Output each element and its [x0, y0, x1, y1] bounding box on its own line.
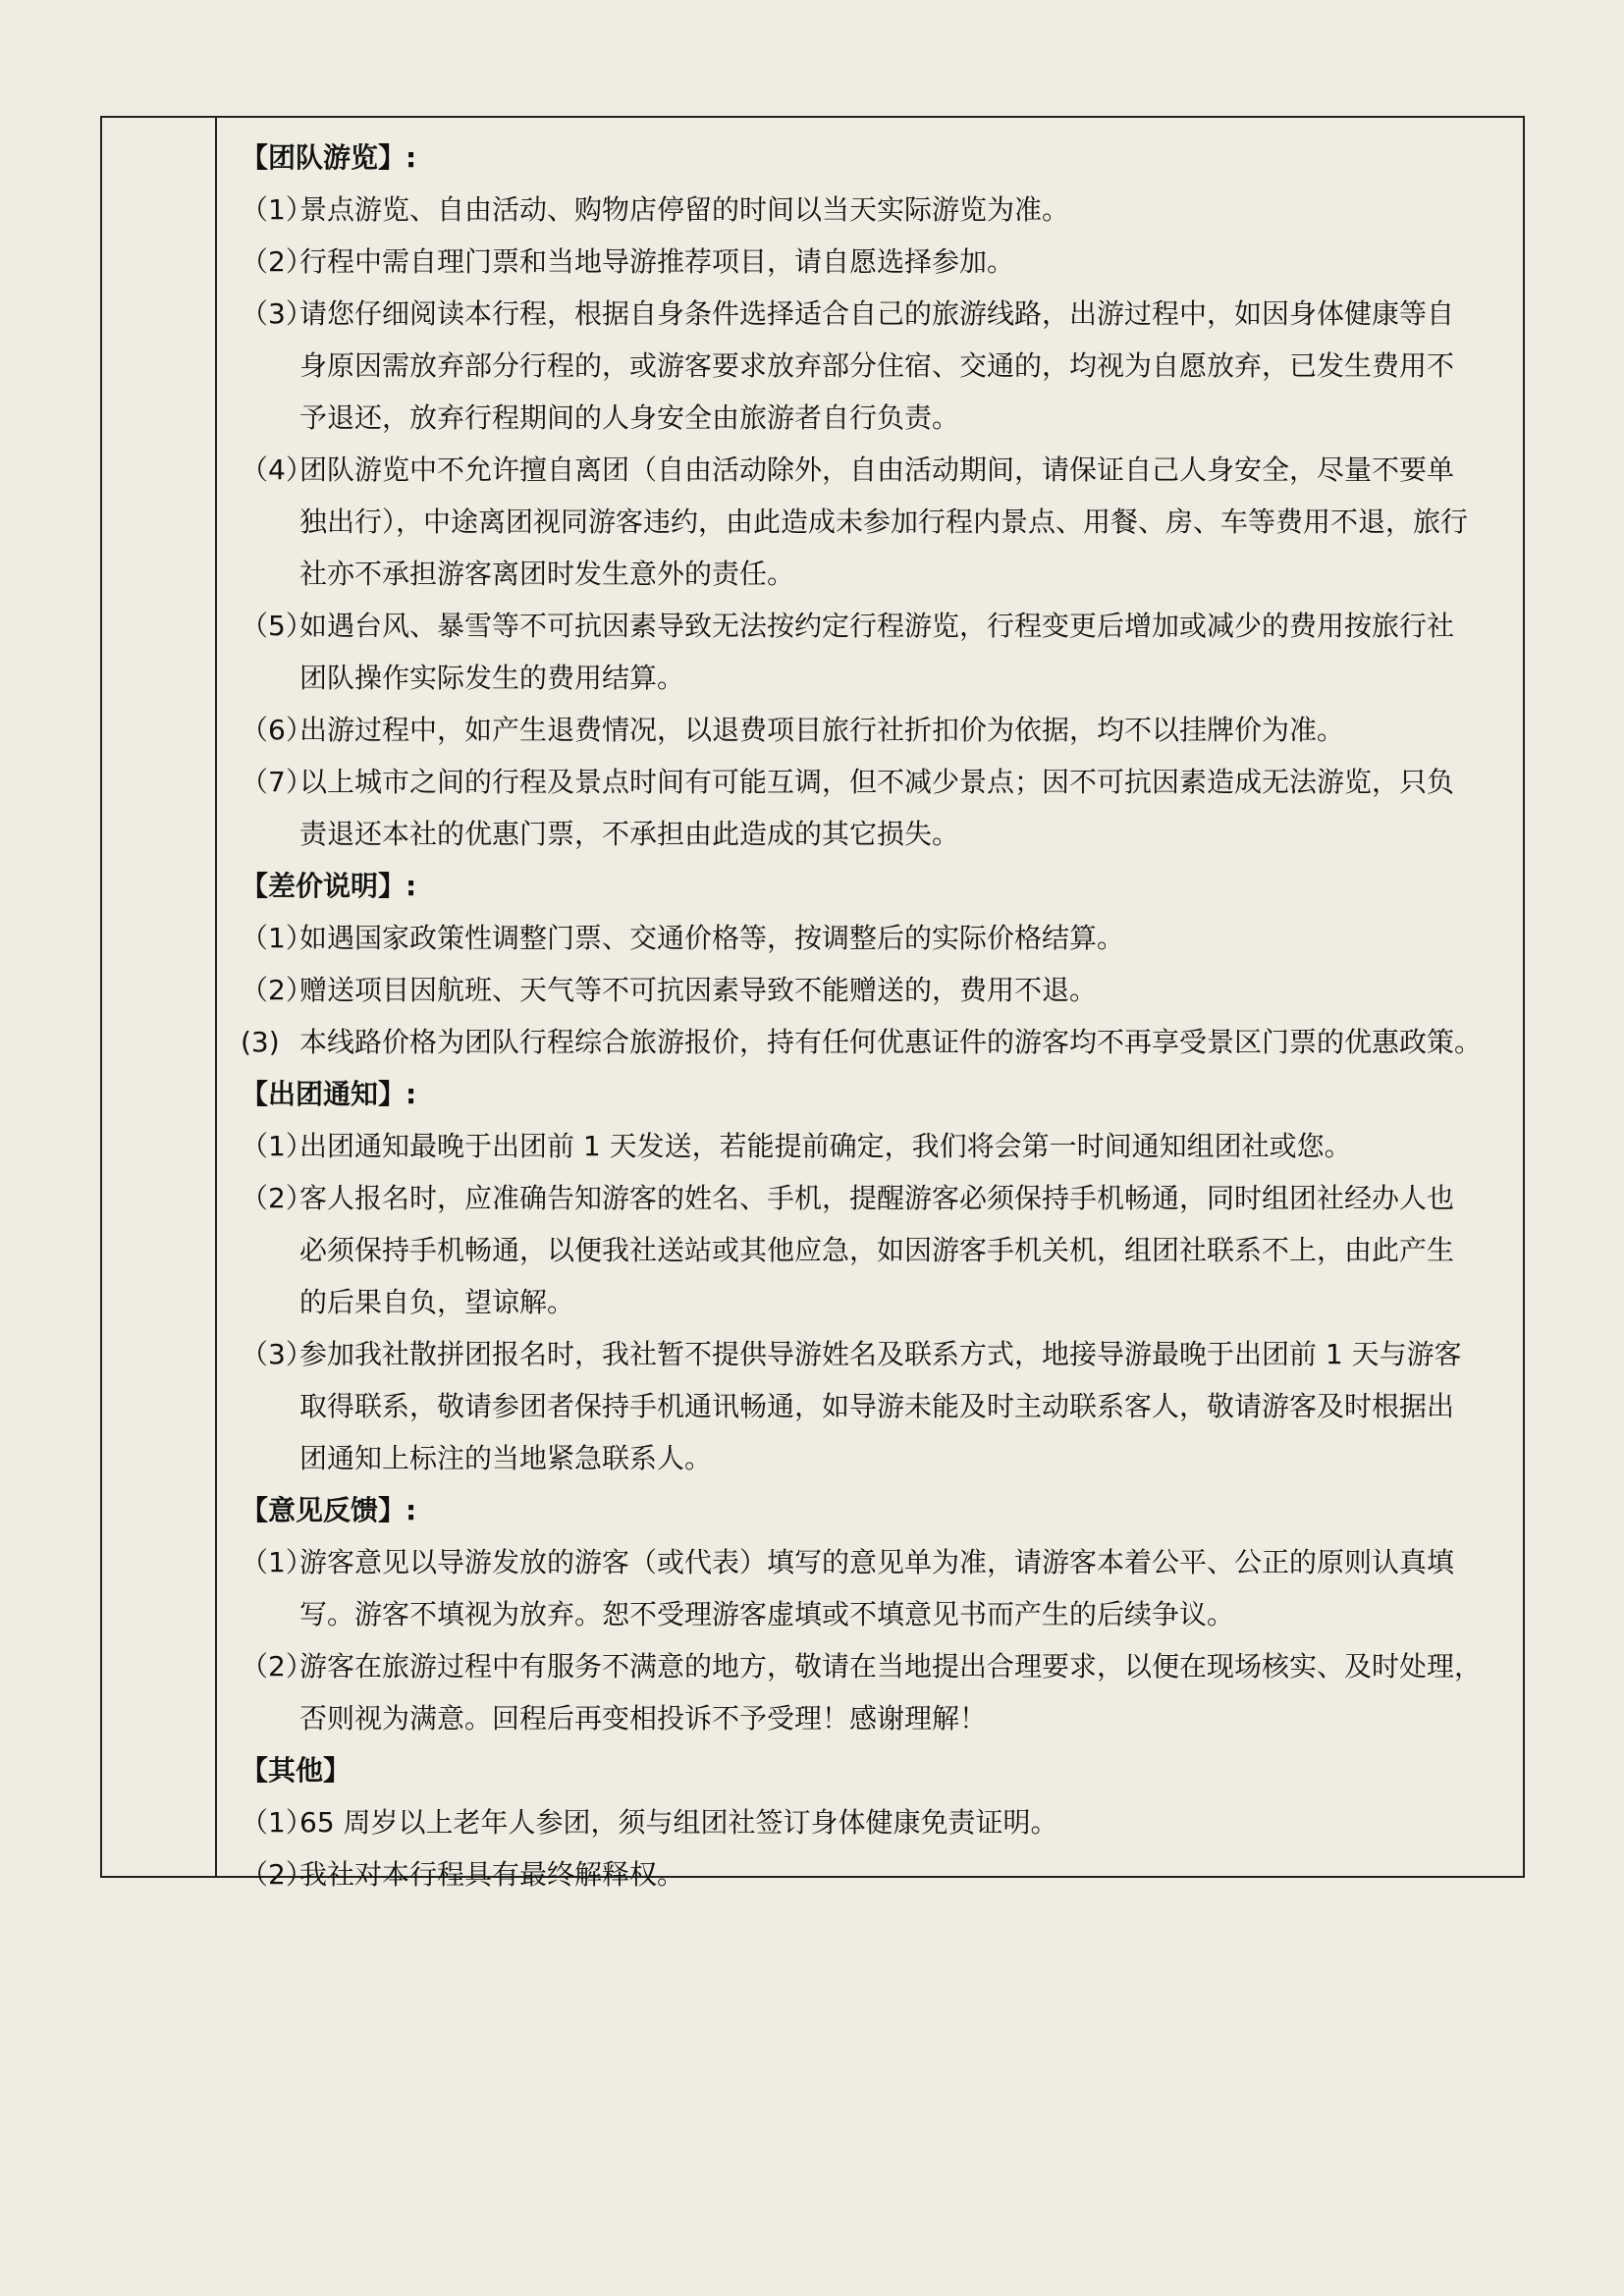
- item-text-line: 游客在旅游过程中有服务不满意的地方，敬请在当地提出合理要求，以便在现场核实、及时处理，: [299, 1650, 1483, 1682]
- list-item: [241, 1536, 1507, 1640]
- item-text-line: 独出行），中途离团视同游客违约，由此造成未参加行程内景点、用餐、房、车等费用不退，旅行: [299, 506, 1469, 538]
- item-text-line: 社亦不承担游客离团时发生意外的责任。: [299, 558, 795, 590]
- item-text-line: 游客意见以导游发放的游客（或代表）填写的意见单为准，请游客本着公平、公正的原则认真填: [299, 1546, 1455, 1578]
- item-text-line: 出游过程中，如产生退费情况，以退费项目旅行社折扣价为依据，均不以挂牌价为准。: [299, 714, 1345, 746]
- item-number: （4）: [241, 454, 313, 486]
- notes-table: [100, 116, 1525, 1891]
- list-item: [241, 1640, 1507, 1744]
- item-text-line: 的后果自负，望谅解。: [299, 1286, 575, 1318]
- list-item: [241, 1796, 1507, 1848]
- item-text-line: 如遇国家政策性调整门票、交通价格等，按调整后的实际价格结算。: [299, 922, 1125, 954]
- item-text-line: 65 周岁以上老年人参团，须与组团社签订身体健康免责证明。: [299, 1806, 1058, 1839]
- list-item: [241, 704, 1507, 756]
- item-text-line: 团队操作实际发生的费用结算。: [299, 662, 685, 694]
- item-text-line: 我社对本行程具有最终解释权。: [299, 1858, 685, 1891]
- table-label-column: [102, 118, 217, 1876]
- item-text-line: 请您仔细阅读本行程，根据自身条件选择适合自己的旅游线路，出游过程中，如因身体健康等自: [299, 297, 1455, 330]
- item-text-line: 取得联系，敬请参团者保持手机通讯畅通，如导游未能及时主动联系客人，敬请游客及时根据出: [299, 1390, 1455, 1422]
- item-number: （1）: [241, 922, 313, 954]
- item-number: （3）: [241, 1338, 313, 1370]
- item-text-line: 如遇台风、暴雪等不可抗因素导致无法按约定行程游览，行程变更后增加或减少的费用按旅行社: [299, 610, 1455, 642]
- item-number: （2）: [241, 1650, 313, 1682]
- list-item: [241, 1120, 1507, 1172]
- item-number: （5）: [241, 610, 313, 642]
- item-number: （1）: [241, 193, 313, 226]
- item-number: （6）: [241, 714, 313, 746]
- item-number: （3）: [241, 297, 313, 330]
- section-title: 【意见反馈】:: [241, 1494, 417, 1526]
- item-text-line: 团队游览中不允许擅自离团（自由活动除外，自由活动期间，请保证自己人身安全，尽量不要单: [299, 454, 1455, 486]
- list-item: [241, 912, 1507, 964]
- list-item: [241, 600, 1507, 704]
- list-item: [241, 444, 1507, 600]
- item-text-line: 行程中需自理门票和当地导游推荐项目，请自愿选择参加。: [299, 245, 1015, 278]
- item-number: （2）: [241, 245, 313, 278]
- item-text-line: 团通知上标注的当地紧急联系人。: [299, 1442, 713, 1474]
- item-text-line: 参加我社散拼团报名时，我社暂不提供导游姓名及联系方式，地接导游最晚于出团前 1 天与游客: [299, 1338, 1462, 1370]
- section-title: 【差价说明】:: [241, 870, 417, 902]
- item-text-line: 赠送项目因航班、天气等不可抗因素导致不能赠送的，费用不退。: [299, 974, 1098, 1006]
- section-title: 【团队游览】:: [241, 141, 417, 174]
- list-item: [241, 964, 1507, 1016]
- item-text-line: 予退还，放弃行程期间的人身安全由旅游者自行负责。: [299, 401, 960, 434]
- item-number: （2）: [241, 1858, 313, 1891]
- list-item: [241, 288, 1507, 444]
- item-text-line: 本线路价格为团队行程综合旅游报价，持有任何优惠证件的游客均不再享受景区门票的优惠政策。: [299, 1026, 1483, 1058]
- item-text-line: 景点游览、自由活动、购物店停留的时间以当天实际游览为准。: [299, 193, 1070, 226]
- list-item: [241, 756, 1507, 860]
- item-number: （1）: [241, 1806, 313, 1839]
- item-text-line: 客人报名时，应准确告知游客的姓名、手机，提醒游客必须保持手机畅通，同时组团社经办人也: [299, 1182, 1455, 1214]
- section-title: 【出团通知】:: [241, 1078, 417, 1110]
- item-text-line: 身原因需放弃部分行程的，或游客要求放弃部分住宿、交通的，均视为自愿放弃，已发生费用不: [299, 349, 1455, 382]
- item-text-line: 否则视为满意。回程后再变相投诉不予受理！感谢理解！: [299, 1702, 988, 1735]
- item-number: (3): [241, 1026, 280, 1058]
- item-text-line: 必须保持手机畅通，以便我社送站或其他应急，如因游客手机关机，组团社联系不上，由此产生: [299, 1234, 1455, 1266]
- list-item: [241, 236, 1507, 288]
- item-number: （1）: [241, 1130, 313, 1162]
- item-text-line: 出团通知最晚于出团前 1 天发送，若能提前确定，我们将会第一时间通知组团社或您。: [299, 1130, 1352, 1162]
- item-number: （1）: [241, 1546, 313, 1578]
- item-number: （2）: [241, 974, 313, 1006]
- list-item: [241, 1328, 1507, 1484]
- list-item: [241, 184, 1507, 236]
- item-text-line: 写。游客不填视为放弃。恕不受理游客虚填或不填意见书而产生的后续争议。: [299, 1598, 1235, 1630]
- item-text-line: 以上城市之间的行程及景点时间有可能互调，但不减少景点；因不可抗因素造成无法游览，只负: [299, 766, 1455, 798]
- item-number: （7）: [241, 766, 313, 798]
- list-item: [241, 1172, 1507, 1328]
- section-title: 【其他】: [241, 1754, 352, 1787]
- list-item: [241, 1016, 1507, 1068]
- list-item: [241, 1848, 1507, 1900]
- item-number: （2）: [241, 1182, 313, 1214]
- table-content-column: [217, 118, 1523, 1891]
- item-text-line: 责退还本社的优惠门票，不承担由此造成的其它损失。: [299, 818, 960, 850]
